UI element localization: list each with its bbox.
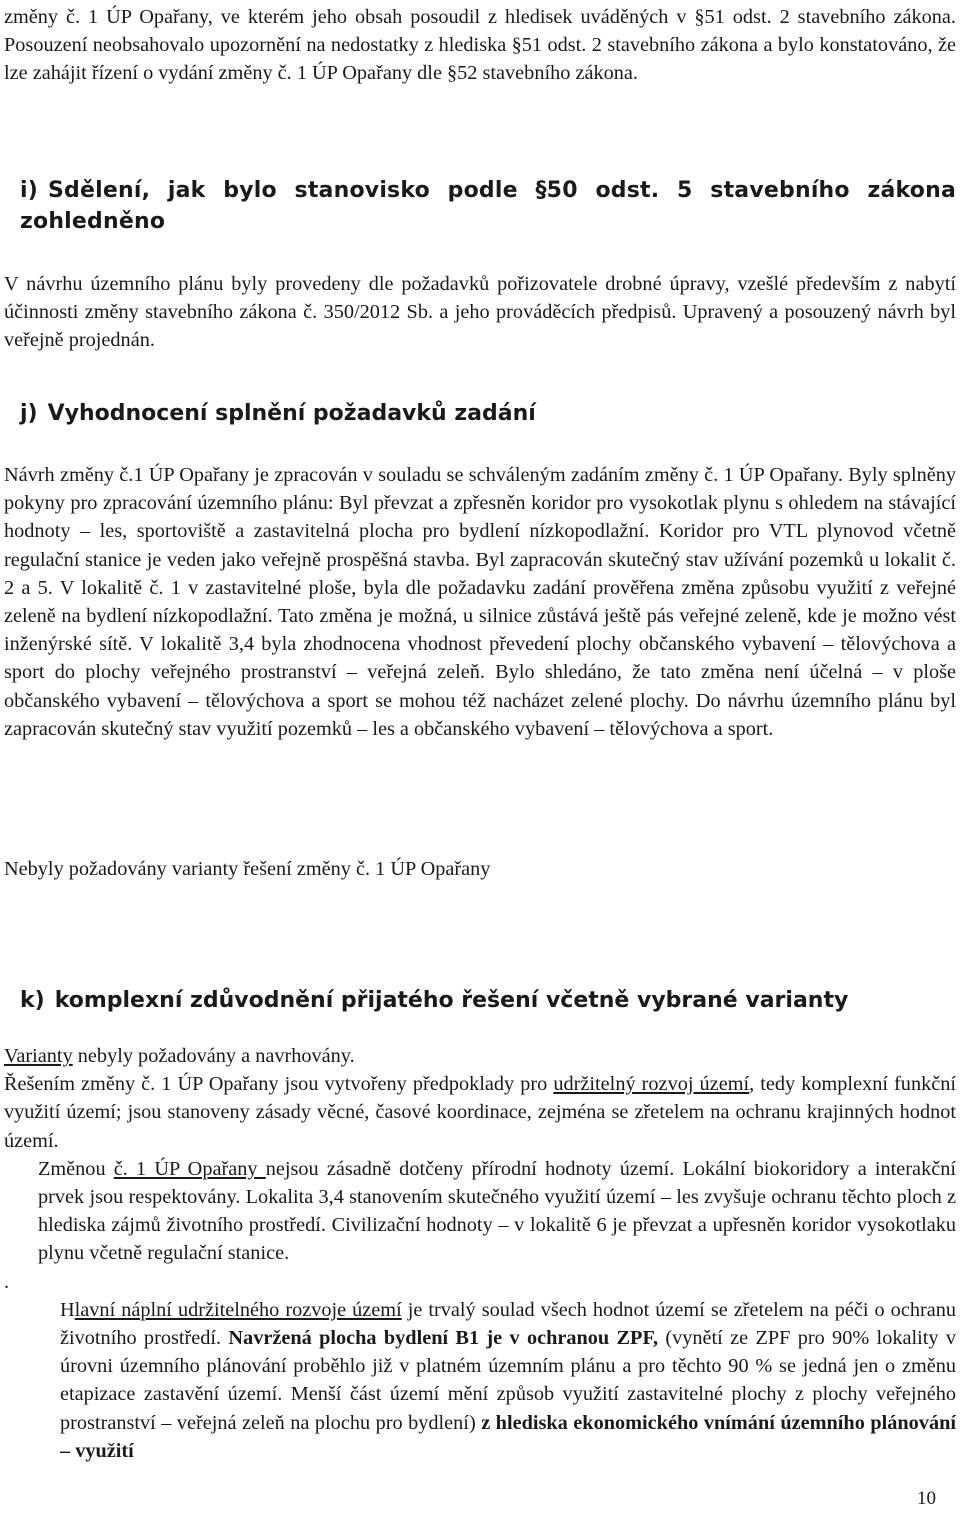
section-k-p3-text-a: Změnou — [38, 1157, 114, 1180]
section-k-p2-text-a: Řešením změny č. 1 ÚP Opařany jsou vytvořeny předpoklady pro — [4, 1073, 554, 1096]
section-i-title: Sdělení, jak bylo stanovisko podle §50 odst. 5 stavebního zákona zohledněno — [20, 178, 956, 234]
section-k-p3-text-b: nejsou zásadně dotčeny přírodní hodnoty území. Lokální biokoridory a interakční prvek jsou respektovány. Lokalita 3,4 stanovením skutečného využití území – les zvyšuje ochranu těchto ploch z hlediska zájmů životního prostředí. Civilizační hodnoty – v lokalitě 6 je převzat a upřesněn koridor vysokotlaku plynu včetně regulační stanice. — [38, 1157, 956, 1265]
section-k-p1-text: nebyly požadovány a navrhovány. — [72, 1045, 355, 1067]
section-i-label: i) — [20, 178, 38, 203]
section-k-paragraph-5 — [4, 1296, 956, 1465]
economic-perception-bold: z hlediska ekonomického vnímání územního plánování – využití — [60, 1411, 956, 1462]
section-i-paragraph: V návrhu územního plánu byly provedeny dle požadavků pořizovatele drobné úpravy, vzešlé především z nabytí účinnosti změny stavebního zákona č. 350/2012 Sb. a jeho prováděcích předpisů. Upravený a posouzený návrh byl veřejně projednán. — [4, 273, 956, 352]
section-k-heading — [20, 985, 956, 1016]
section-j-note: Nebyly požadovány varianty řešení změny č. 1 ÚP Opařany — [4, 858, 491, 880]
section-k-p5-text-c: (vynětí ze ZPF pro 90% lokality v úrovni územního plánování proběhlo již v platném územním plánu a pro těchto 90 % se jedná jen o změnu etapizace zastavění území. Menší část území mění způsob využití zastavitelné plochy z plochy veřejného prostranství – veřejná zeleň na plochu pro bydlení) — [60, 1327, 956, 1434]
section-j-heading — [20, 398, 956, 429]
section-k-paragraph-4: . — [4, 1270, 10, 1293]
section-k-p2-text-b: , tedy komplexní funkční využití území; jsou stanoveny zásady věcné, časové koordinace, zejména se zřetelem na ochranu krajinných hodnot území. — [4, 1073, 957, 1152]
section-k-p5-text-a: H — [60, 1298, 75, 1321]
main-content-underlined: lavní náplní udržitelného rozvoje území — [74, 1298, 402, 1321]
proposed-area-bold: Navržená plocha bydlení B1 je v ochranou ZPF, — [228, 1327, 659, 1350]
section-j-paragraph: Návrh změny č.1 ÚP Opařany je zpracován v souladu se schváleným zadáním změny č. 1 ÚP Opařany. Byly splněny pokyny pro zpracování územního plánu: Byl převzat a zpřesněn koridor pro vysokotlak plynu s ohledem na stávající hodnoty – les, sportoviště a zastavitelná plocha pro bydlení nízkopodlažní. Koridor pro VTL plynovod včetně regulační stanice je veden jako veřejně prospěšná stavba. Byl zapracován skutečný stav užívání pozemků u lokalit č. 2 a 5. V lokalitě č. 1 v zastavitelné ploše, byla dle požadavku zadání prověřena změna způsobu využití z veřejné zeleně na bydlení nízkopodlažní. Tato změna je možná, u silnice zůstává ještě pás veřejné zeleně, kde je možno vést inženýrské sítě. V lokalitě 3,4 byla zhodnocena vhodnost převedení plochy občanského vybavení – tělovýchova a sport do plochy veřejného prostranství – veřejná zeleň. Bylo shledáno, že tato změna není účelná – v ploše občanského vybavení – tělovýchova a sport se mohou též nacházet zelené plochy. Do návrhu územního plánu byl zapracován skutečný stav využití pozemků – les a občanského vybavení – tělovýchova a sport. — [4, 464, 956, 740]
section-k-paragraph-3 — [4, 1155, 956, 1268]
section-k-title: komplexní zdůvodnění přijatého řešení včetně vybrané varianty — [54, 988, 849, 1013]
sustainable-development-underlined: udržitelný rozvoj území — [553, 1073, 750, 1096]
section-k-body — [4, 1042, 956, 1465]
section-j-title: Vyhodnocení splnění požadavků zadání — [47, 401, 536, 426]
change-no1-underlined: č. 1 ÚP Opařany — [113, 1157, 266, 1180]
section-i-heading — [20, 175, 956, 237]
section-k-paragraph-2 — [4, 1070, 956, 1155]
section-k-p5-text-b: je trvalý soulad všech hodnot území se zřetelem na péči o ochranu životního prostředí. — [60, 1298, 956, 1350]
variants-underlined: Varianty — [4, 1045, 73, 1067]
section-j-label: j) — [20, 401, 38, 426]
section-k-label: k) — [20, 988, 45, 1013]
intro-paragraph: změny č. 1 ÚP Opařany, ve kterém jeho obsah posoudil z hledisek uváděných v §51 odst. 2 stavebního zákona. Posouzení neobsahovalo upozornění na nedostatky z hlediska §51 odst. 2 stavebního zákona a bylo konstatováno, že lze zahájit řízení o vydání změny č. 1 ÚP Opařany dle §52 stavebního zákona. — [4, 6, 956, 85]
page-number: 10 — [917, 1488, 936, 1509]
section-k-paragraph-1 — [4, 1042, 956, 1070]
